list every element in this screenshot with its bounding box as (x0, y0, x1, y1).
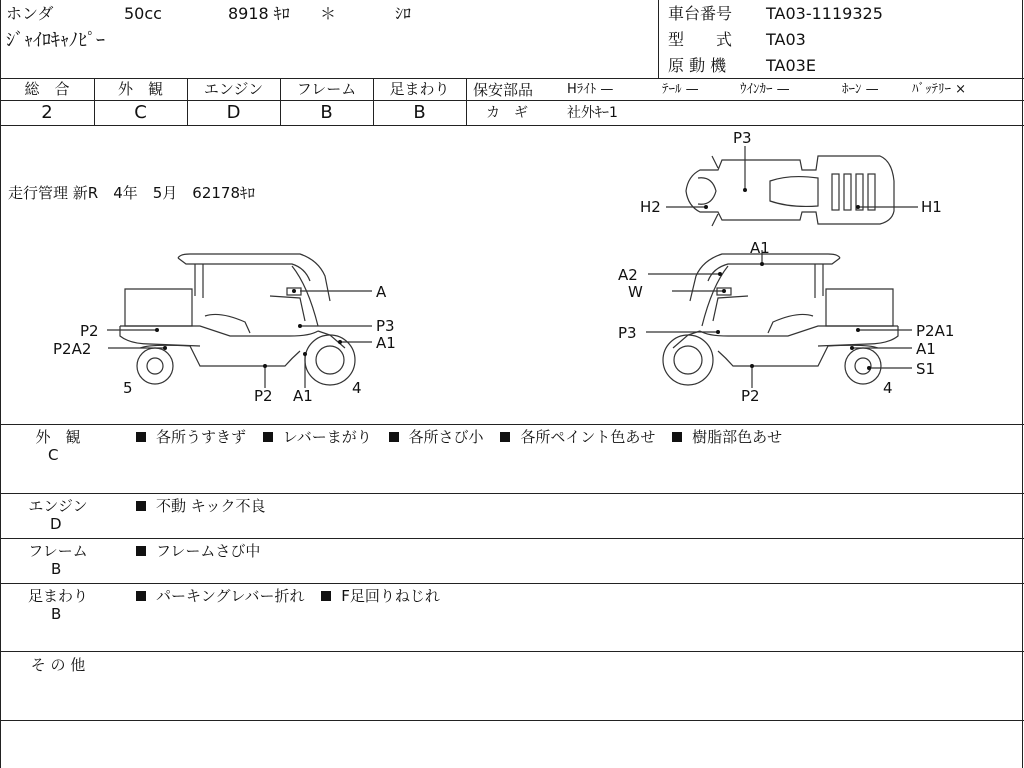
mileage-mark: ＊ (320, 4, 337, 23)
section-label: 外 観 (35, 428, 81, 446)
diagram-label: H2 (640, 198, 661, 216)
diagram-label: P3 (618, 324, 637, 342)
grade-col-divider (466, 78, 467, 125)
grade-value-frame: B (320, 102, 333, 123)
engine-value: TA03E (766, 56, 816, 75)
section-other (8, 656, 108, 674)
key-label: カ ギ (486, 105, 528, 121)
mileage: 8918 ｷﾛ (228, 4, 290, 23)
note-item: 不動 キック不良 (156, 497, 266, 515)
frame-no: TA03-1119325 (766, 4, 883, 23)
diagram-label: P2A2 (53, 340, 92, 358)
section-label: フレーム (28, 542, 88, 560)
color: ｼﾛ (395, 4, 412, 23)
section-divider (0, 493, 1024, 494)
section-label: エンジン (28, 497, 88, 515)
diagram-label: W (628, 283, 643, 301)
section-divider (0, 651, 1024, 652)
diagram-label: A1 (750, 239, 770, 257)
safety-winker: ｳｲﾝｶｰ — (740, 82, 790, 97)
section-grade: B (51, 605, 62, 623)
diagram-label: P2A1 (916, 322, 955, 340)
header-divider (658, 0, 659, 78)
safety-taillight: ﾃｰﾙ — (662, 82, 699, 97)
section-divider (0, 424, 1024, 425)
note-item: 各所ペイント色あせ (520, 428, 656, 446)
section-suspension (8, 587, 108, 623)
section-divider (0, 720, 1024, 721)
diagram-label: P2 (80, 322, 99, 340)
engine-notes (136, 497, 277, 515)
damage-diagram (0, 126, 1024, 424)
section-divider (0, 583, 1024, 584)
suspension-notes (136, 587, 452, 605)
frame-no-label: 車台番号 (668, 4, 733, 23)
diagram-label: S1 (916, 360, 936, 378)
frame-notes (136, 542, 272, 560)
type-value: TA03 (766, 30, 806, 49)
grade-label-engine: エンジン (203, 80, 264, 98)
model-name: ｼﾞｬｲﾛｷｬﾉﾋﾟｰ (6, 30, 105, 51)
note-item: 各所さび小 (408, 428, 484, 446)
section-label: そ の 他 (30, 656, 86, 674)
diagram-label: 4 (352, 379, 362, 397)
diagram-label: P2 (741, 387, 760, 405)
diagram-label: A1 (376, 334, 396, 352)
safety-label: 保安部品 (473, 81, 534, 99)
diagram-label: A (376, 283, 387, 301)
engine-label: 原 動 機 (668, 56, 727, 75)
safety-headlight: Hﾗｲﾄ — (567, 82, 614, 97)
grade-label-exterior: 外 観 (117, 80, 163, 98)
grade-value-exterior: C (134, 102, 147, 123)
displacement: 50cc (124, 4, 162, 23)
grade-label-frame: フレーム (296, 80, 357, 98)
diagram-label: H1 (921, 198, 942, 216)
exterior-notes (136, 428, 794, 446)
section-grade: D (50, 515, 62, 533)
scooter-right-side-view (646, 250, 912, 388)
note-item: 各所うすきず (156, 428, 247, 446)
diagram-label: A1 (293, 387, 313, 405)
grade-value-suspension: B (413, 102, 426, 123)
diagram-label: 4 (883, 379, 893, 397)
note-item: レバーまがり (282, 428, 372, 446)
grade-row-mid (0, 100, 1024, 101)
grade-row-top (0, 78, 1024, 79)
note-item: F足回りねじれ (341, 587, 440, 605)
section-engine (8, 497, 108, 533)
grade-label-suspension: 足まわり (389, 80, 450, 98)
grade-value-engine: D (226, 102, 241, 123)
diagram-label: A2 (618, 266, 638, 284)
mileage-note: 走行管理 新R 4年 5月 62178ｷﾛ (8, 184, 255, 202)
diagram-label: A1 (916, 340, 936, 358)
diagram-label: 5 (123, 379, 133, 397)
section-grade: B (51, 560, 62, 578)
grade-value-overall: 2 (41, 102, 53, 123)
diagram-label: P3 (733, 129, 752, 147)
section-exterior (8, 428, 108, 464)
type-label: 型 式 (668, 30, 733, 49)
section-divider (0, 538, 1024, 539)
safety-battery: ﾊﾞｯﾃﾘｰ × (912, 82, 967, 97)
diagram-label: P3 (376, 317, 395, 335)
key-value: 社外ｷｰ1 (567, 105, 618, 121)
safety-horn: ﾎｰﾝ — (842, 82, 879, 97)
note-item: パーキングレバー折れ (156, 587, 305, 605)
section-grade: C (48, 446, 59, 464)
grade-label-overall: 総 合 (24, 80, 70, 98)
section-frame (8, 542, 108, 578)
note-item: 樹脂部色あせ (692, 428, 783, 446)
diagram-label: P2 (254, 387, 273, 405)
maker: ホンダ (6, 4, 54, 23)
scooter-left-side-view (107, 254, 372, 388)
section-label: 足まわり (27, 587, 88, 605)
scooter-top-view (666, 146, 918, 226)
note-item: フレームさび中 (156, 542, 261, 560)
